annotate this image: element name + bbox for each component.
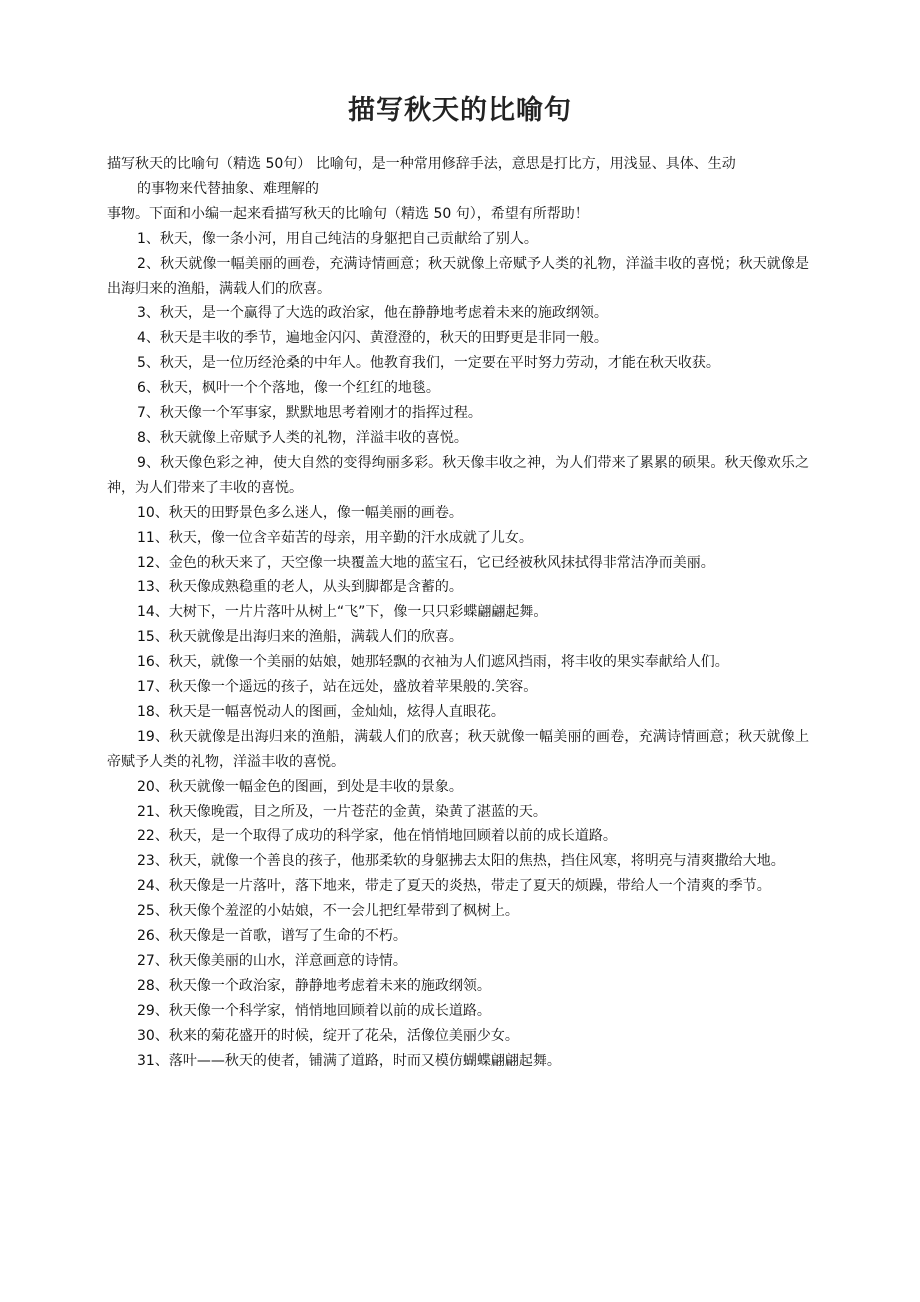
list-item: 19、秋天就像是出海归来的渔船，满载人们的欣喜；秋天就像一幅美丽的画卷，充满诗情画意；秋天就像上帝赋予人类的礼物，洋溢丰收的喜悦。: [107, 728, 809, 770]
list-item: 24、秋天像是一片落叶，落下地来，带走了夏天的炎热，带走了夏天的烦躁，带给人一个清爽的季节。: [137, 878, 771, 895]
list-item: 21、秋天像晚霞，目之所及，一片苍茫的金黄，染黄了湛蓝的天。: [137, 803, 547, 820]
list-item: 22、秋天，是一个取得了成功的科学家，他在悄悄地回顾着以前的成长道路。: [137, 828, 617, 845]
list-item: 2、秋天就像一幅美丽的画卷，充满诗情画意；秋天就像上帝赋予人类的礼物，洋溢丰收的喜悦；秋天就像是出海归来的渔船，满载人们的欣喜。: [107, 255, 809, 297]
list-item: 17、秋天像一个遥远的孩子，站在远处，盛放着苹果般的.笑容。: [137, 679, 538, 696]
intro-line: 描写秋天的比喻句（精选 50句） 比喻句，是一种常用修辞手法，意思是打比方，用浅显、具体、生动: [107, 156, 736, 172]
list-item: 28、秋天像一个政治家，静静地考虑着未来的施政纲领。: [137, 977, 491, 994]
list-item: 25、秋天像个羞涩的小姑娘，不一会儿把红晕带到了枫树上。: [137, 903, 519, 920]
list-item: 3、秋天，是一个赢得了大选的政治家，他在静静地考虑着未来的施政纲领。: [137, 305, 608, 322]
list-item: 14、大树下，一片片落叶从树上“飞”下，像一只只彩蝶翩翩起舞。: [137, 604, 548, 621]
list-item: 6、秋天，枫叶一个个落地，像一个红红的地毯。: [137, 380, 440, 397]
list-item: 1、秋天，像一条小河，用自己纯洁的身躯把自己贡献给了别人。: [137, 230, 538, 247]
simile-list: [107, 227, 809, 1074]
list-item: 30、秋来的菊花盛开的时候，绽开了花朵，活像位美丽少女。: [137, 1027, 519, 1044]
list-item: 5、秋天，是一位历经沧桑的中年人。他教育我们，一定要在平时努力劳动，才能在秋天收获。: [137, 355, 720, 372]
list-item: 20、秋天就像一幅金色的图画，到处是丰收的景象。: [137, 778, 463, 795]
list-item: 10、秋天的田野景色多么迷人，像一幅美丽的画卷。: [137, 504, 463, 521]
list-item: 4、秋天是丰收的季节，遍地金闪闪、黄澄澄的，秋天的田野更是非同一般。: [137, 330, 608, 347]
list-item: 12、金色的秋天来了，天空像一块覆盖大地的蓝宝石，它已经被秋风抹拭得非常洁净而美丽。: [137, 554, 715, 571]
document-body: [107, 152, 809, 1074]
list-item: 18、秋天是一幅喜悦动人的图画，金灿灿，炫得人直眼花。: [137, 703, 505, 720]
list-item: 13、秋天像成熟稳重的老人，从头到脚都是含蓄的。: [137, 579, 463, 596]
intro-line: 事物。下面和小编一起来看描写秋天的比喻句（精选 50 句），希望有所帮助！: [107, 205, 589, 222]
list-item: 31、落叶——秋天的使者，铺满了道路，时而又模仿蝴蝶翩翩起舞。: [137, 1052, 561, 1069]
list-item: 11、秋天，像一位含辛茹苦的母亲，用辛勤的汗水成就了儿女。: [137, 529, 533, 546]
list-item: 23、秋天，就像一个善良的孩子，他那柔软的身躯拂去太阳的焦热，挡住风寒，将明亮与清爽撒给大地。: [137, 853, 785, 870]
intro-line: 的事物来代替抽象、难理解的: [137, 180, 319, 197]
list-item: 15、秋天就像是出海归来的渔船，满载人们的欣喜。: [137, 629, 463, 646]
list-item: 29、秋天像一个科学家，悄悄地回顾着以前的成长道路。: [137, 1002, 491, 1019]
list-item: 26、秋天像是一首歌，谱写了生命的不朽。: [137, 928, 407, 945]
document-title: 描写秋天的比喻句: [348, 95, 572, 126]
list-item: 7、秋天像一个军事家，默默地思考着刚才的指挥过程。: [137, 405, 482, 422]
list-item: 16、秋天，就像一个美丽的姑娘，她那轻飘的衣袖为人们遮风挡雨，将丰收的果实奉献给人们。: [137, 654, 729, 671]
list-item: 27、秋天像美丽的山水，洋意画意的诗情。: [137, 953, 407, 969]
list-item: 8、秋天就像上帝赋予人类的礼物，洋溢丰收的喜悦。: [137, 429, 468, 446]
list-item: 9、秋天像色彩之神，使大自然的变得绚丽多彩。秋天像丰收之神，为人们带来了累累的硕果。秋天像欢乐之神，为人们带来了丰收的喜悦。: [107, 454, 809, 496]
